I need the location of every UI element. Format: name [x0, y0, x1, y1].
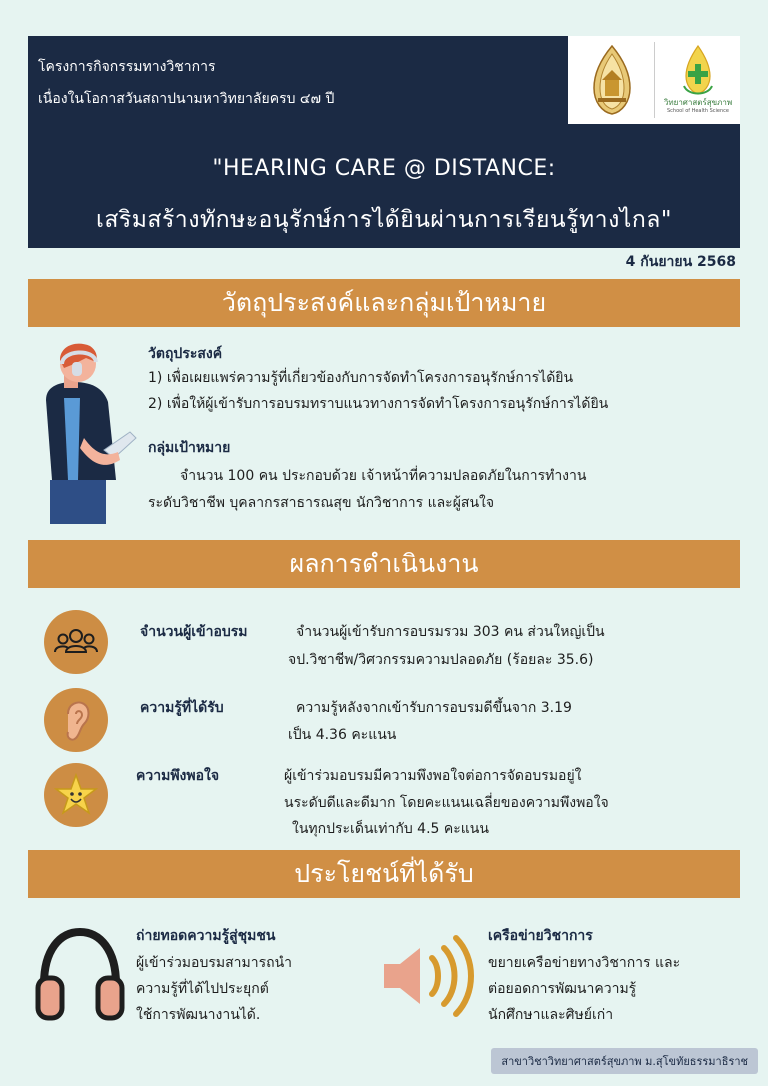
objectives-title: วัตถุประสงค์	[148, 346, 223, 362]
ear-icon	[44, 688, 108, 752]
benefit-left-title: ถ่ายทอดความรู้สู่ชุมชน	[136, 928, 276, 944]
benefit-left-line-1: ผู้เข้าร่วมอบรมสามารถนำ	[136, 955, 292, 971]
result-label-satisfaction: ความพึงพอใจ	[136, 768, 220, 784]
objective-item-1: 1) เพื่อเผยแพร่ความรู้ที่เกี่ยวข้องกับการจัดทำโครงการอนุรักษ์การได้ยิน	[148, 370, 574, 386]
logo-box	[568, 36, 740, 124]
section-benefits-heading: ประโยชน์ที่ได้รับ	[28, 850, 740, 898]
project-line: โครงการกิจกรรมทางวิชาการ	[38, 59, 216, 75]
title-english: "HEARING CARE @ DISTANCE:	[212, 156, 556, 181]
occasion-line: เนื่องในโอกาสวันสถาปนามหาวิทยาลัยครบ ๔๗ ปี	[38, 91, 335, 107]
benefit-right-line-2: ต่อยอดการพัฒนาความรู้	[488, 981, 637, 997]
header-banner	[28, 36, 740, 248]
result-participants-line-2: จป.วิชาชีพ/วิศวกรรมความปลอดภัย (ร้อยละ 35.6)	[288, 652, 594, 668]
result-label-participants: จำนวนผู้เข้าอบรม	[140, 624, 248, 640]
result-knowledge-line-2: เป็น 4.36 คะแนน	[288, 727, 397, 743]
result-participants-line-1: จำนวนผู้เข้ารับการอบรมรวม 303 คน ส่วนใหญ่เป็น	[296, 624, 605, 640]
section-results-heading: ผลการดำเนินงาน	[28, 540, 740, 588]
result-satisfaction-line-3: ในทุกประเด็นเท่ากับ 4.5 คะแนน	[292, 821, 489, 837]
footer-credit: สาขาวิชาวิทยาศาสตร์สุขภาพ ม.สุโขทัยธรรมาธิราช	[491, 1048, 758, 1074]
faculty-logo-icon	[658, 40, 738, 120]
title-thai: เสริมสร้างทักษะอนุรักษ์การได้ยินผ่านการเรียนรู้ทางไกล"	[96, 207, 672, 233]
speaker-sound-icon	[380, 928, 476, 1024]
result-label-knowledge: ความรู้ที่ได้รับ	[140, 700, 224, 716]
result-satisfaction-line-2: นระดับดีและดีมาก โดยคะแนนเฉลี่ยของความพึงพอใจ	[284, 795, 609, 811]
section-objectives-heading: วัตถุประสงค์และกลุ่มเป้าหมาย	[28, 279, 740, 327]
smiling-star-icon	[44, 763, 108, 827]
headphones-icon	[34, 922, 126, 1024]
benefit-right-line-3: นักศึกษาและศิษย์เก่า	[488, 1007, 614, 1023]
benefit-left-line-3: ใช้การพัฒนางานได้.	[136, 1007, 261, 1023]
logo-divider	[654, 42, 655, 118]
benefit-right-line-1: ขยายเครือข่ายทางวิชาการ และ	[488, 955, 681, 971]
benefit-left-line-2: ความรู้ที่ได้ไปประยุกต์	[136, 981, 269, 997]
benefit-right-title: เครือข่ายวิชาการ	[488, 928, 593, 944]
target-line-2: ระดับวิชาชีพ บุคลากรสาธารณสุข นักวิชาการ และผู้สนใจ	[148, 495, 495, 511]
university-seal-icon	[572, 40, 652, 120]
target-line-1: จำนวน 100 คน ประกอบด้วย เจ้าหน้าที่ความปลอดภัยในการทำงาน	[180, 468, 587, 484]
faculty-logo-subtext: School of Health Science	[667, 108, 729, 114]
target-title: กลุ่มเป้าหมาย	[148, 440, 231, 456]
people-group-icon	[44, 610, 108, 674]
result-satisfaction-line-1: ผู้เข้าร่วมอบรมมีความพึงพอใจต่อการจัดอบรมอยู่ใ	[284, 768, 582, 784]
result-knowledge-line-1: ความรู้หลังจากเข้ารับการอบรมดีขึ้นจาก 3.19	[296, 700, 572, 716]
event-date: 4 กันยายน 2568	[625, 254, 736, 270]
student-with-headphones-icon	[34, 340, 144, 525]
faculty-logo-text: วิทยาศาสตร์สุขภาพ	[663, 98, 733, 107]
objective-item-2: 2) เพื่อให้ผู้เข้ารับการอบรมทราบแนวทางการจัดทำโครงการอนุรักษ์การได้ยิน	[148, 396, 609, 412]
